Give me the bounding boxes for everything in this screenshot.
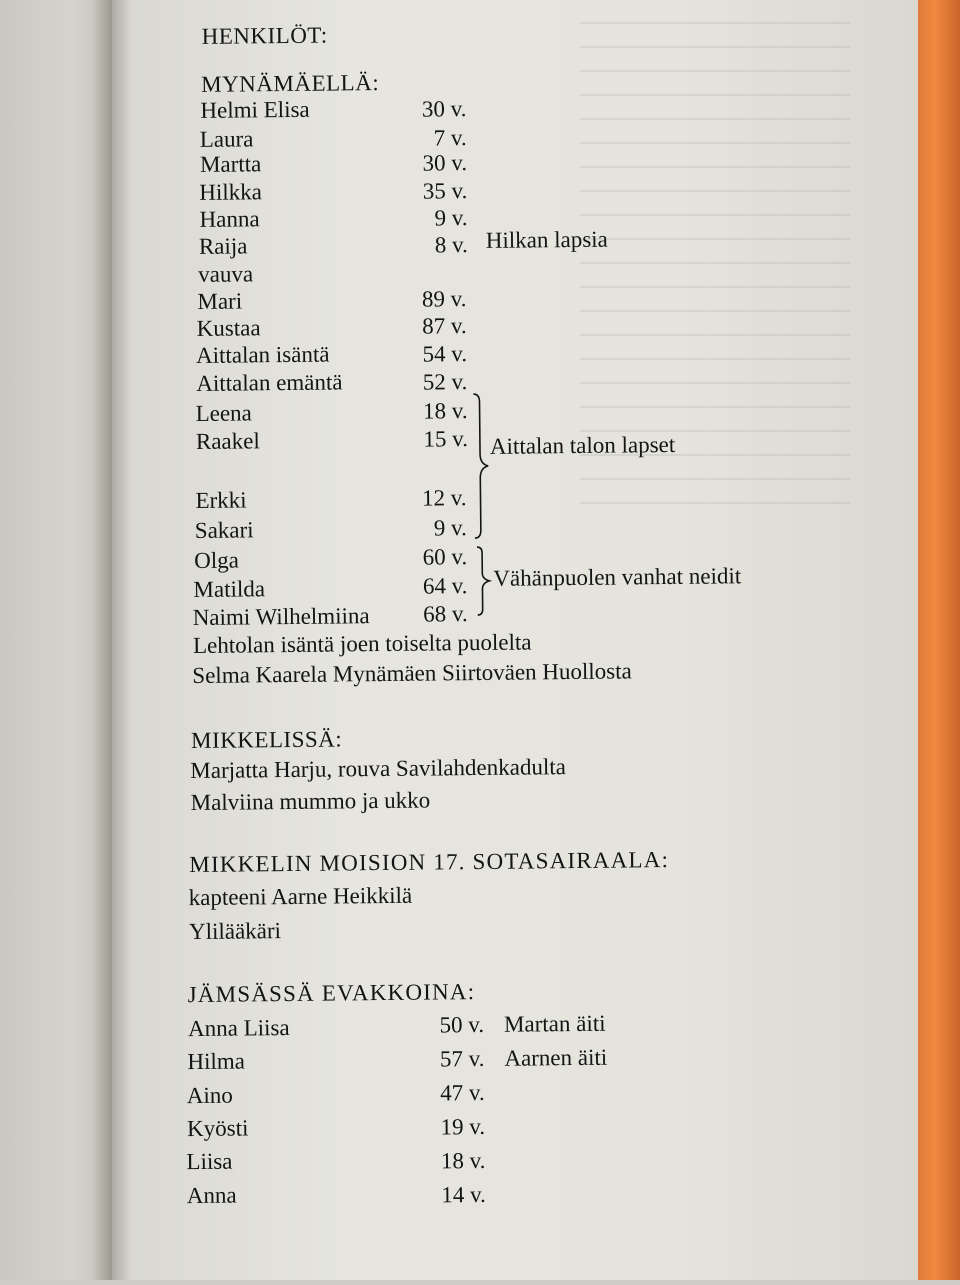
person-age: 18 v. <box>422 398 468 424</box>
person-name: Raija <box>198 233 248 259</box>
person-age: 14 v. <box>441 1181 486 1208</box>
person-name: Aittalan isäntä <box>195 341 330 368</box>
person-name: Aino <box>186 1082 233 1109</box>
person-age: 30 v. <box>422 150 468 176</box>
person-name: Helmi Elisa <box>200 96 310 123</box>
person-name: Anna Liisa <box>187 1015 290 1042</box>
person-name: Raakel <box>195 428 260 454</box>
person-name: Kyösti <box>186 1115 249 1142</box>
person-age: 9 v. <box>433 515 467 541</box>
person-age: 52 v. <box>422 369 468 395</box>
person-name: Aittalan emäntä <box>196 369 343 396</box>
person-age: 89 v. <box>421 286 467 312</box>
group-note-vanhat-neidit: Vähänpuolen vanhat neidit <box>493 563 742 591</box>
person-name: vauva <box>198 261 254 287</box>
person-name: Sakari <box>194 517 254 543</box>
person-note: Aarnen äiti <box>504 1044 608 1071</box>
section-heading-mynamaella: MYNÄMÄELLÄ: <box>201 70 380 97</box>
person-age: 15 v. <box>423 426 469 452</box>
person-name: Olga <box>194 547 239 573</box>
person-name: Erkki <box>195 487 247 513</box>
person-age: 54 v. <box>422 341 468 367</box>
person-age: 68 v. <box>423 601 468 627</box>
person-age: 87 v. <box>422 313 467 339</box>
person-age: 57 v. <box>439 1045 485 1072</box>
person-age: 18 v. <box>440 1147 486 1174</box>
person-name: Naimi Wilhelmiina <box>192 603 370 631</box>
extra-line: Lehtolan isäntä joen toiselta puolelta <box>192 629 532 659</box>
person-age: 30 v. <box>421 96 467 122</box>
text-line: Marjatta Harju, rouva Savilahdenkadulta <box>190 754 567 784</box>
text-line: kapteeni Aarne Heikkilä <box>188 882 413 911</box>
person-name: Anna <box>186 1182 237 1209</box>
person-age: 60 v. <box>422 544 468 570</box>
person-age: 8 v. <box>434 232 468 258</box>
text-line: Malviina mummo ja ukko <box>190 787 431 816</box>
person-age: 9 v. <box>434 205 468 231</box>
person-age: 35 v. <box>422 178 468 204</box>
person-name: Mari <box>197 288 243 314</box>
person-age: 12 v. <box>421 485 467 511</box>
person-name: Matilda <box>193 576 266 602</box>
person-name: Martta <box>199 151 262 177</box>
section-heading-sotasairaala: MIKKELIN MOISION 17. SOTASAIRAALA: <box>189 847 670 878</box>
person-name: Laura <box>199 126 254 152</box>
brace-vanhat-neidit <box>471 545 494 617</box>
person-note: Martan äiti <box>503 1010 606 1037</box>
person-name: Hilkka <box>199 179 263 205</box>
group-note-hilkan-lapsia: Hilkan lapsia <box>485 226 608 253</box>
person-name: Hanna <box>199 206 260 232</box>
person-age: 47 v. <box>440 1079 485 1106</box>
person-age: 19 v. <box>440 1113 486 1140</box>
section-heading-mikkelissa: MIKKELISSÄ: <box>190 726 343 754</box>
brace-aittalan-lapset <box>467 392 493 542</box>
person-age: 50 v. <box>439 1011 485 1038</box>
person-age: 64 v. <box>422 573 468 599</box>
text-line: Ylilääkäri <box>188 918 282 945</box>
person-name: Hilma <box>187 1048 246 1075</box>
person-name: Liisa <box>186 1148 233 1175</box>
section-heading-jamsassa: JÄMSÄSSÄ EVAKKOINA: <box>187 979 476 1008</box>
extra-line: Selma Kaarela Mynämäen Siirtoväen Huollosta <box>192 658 632 689</box>
group-note-aittalan-lapset: Aittalan talon lapset <box>489 431 676 459</box>
person-name: Leena <box>195 400 252 426</box>
person-age: 7 v. <box>433 125 467 151</box>
page-title: HENKILÖT: <box>201 22 328 49</box>
person-name: Kustaa <box>196 315 261 341</box>
